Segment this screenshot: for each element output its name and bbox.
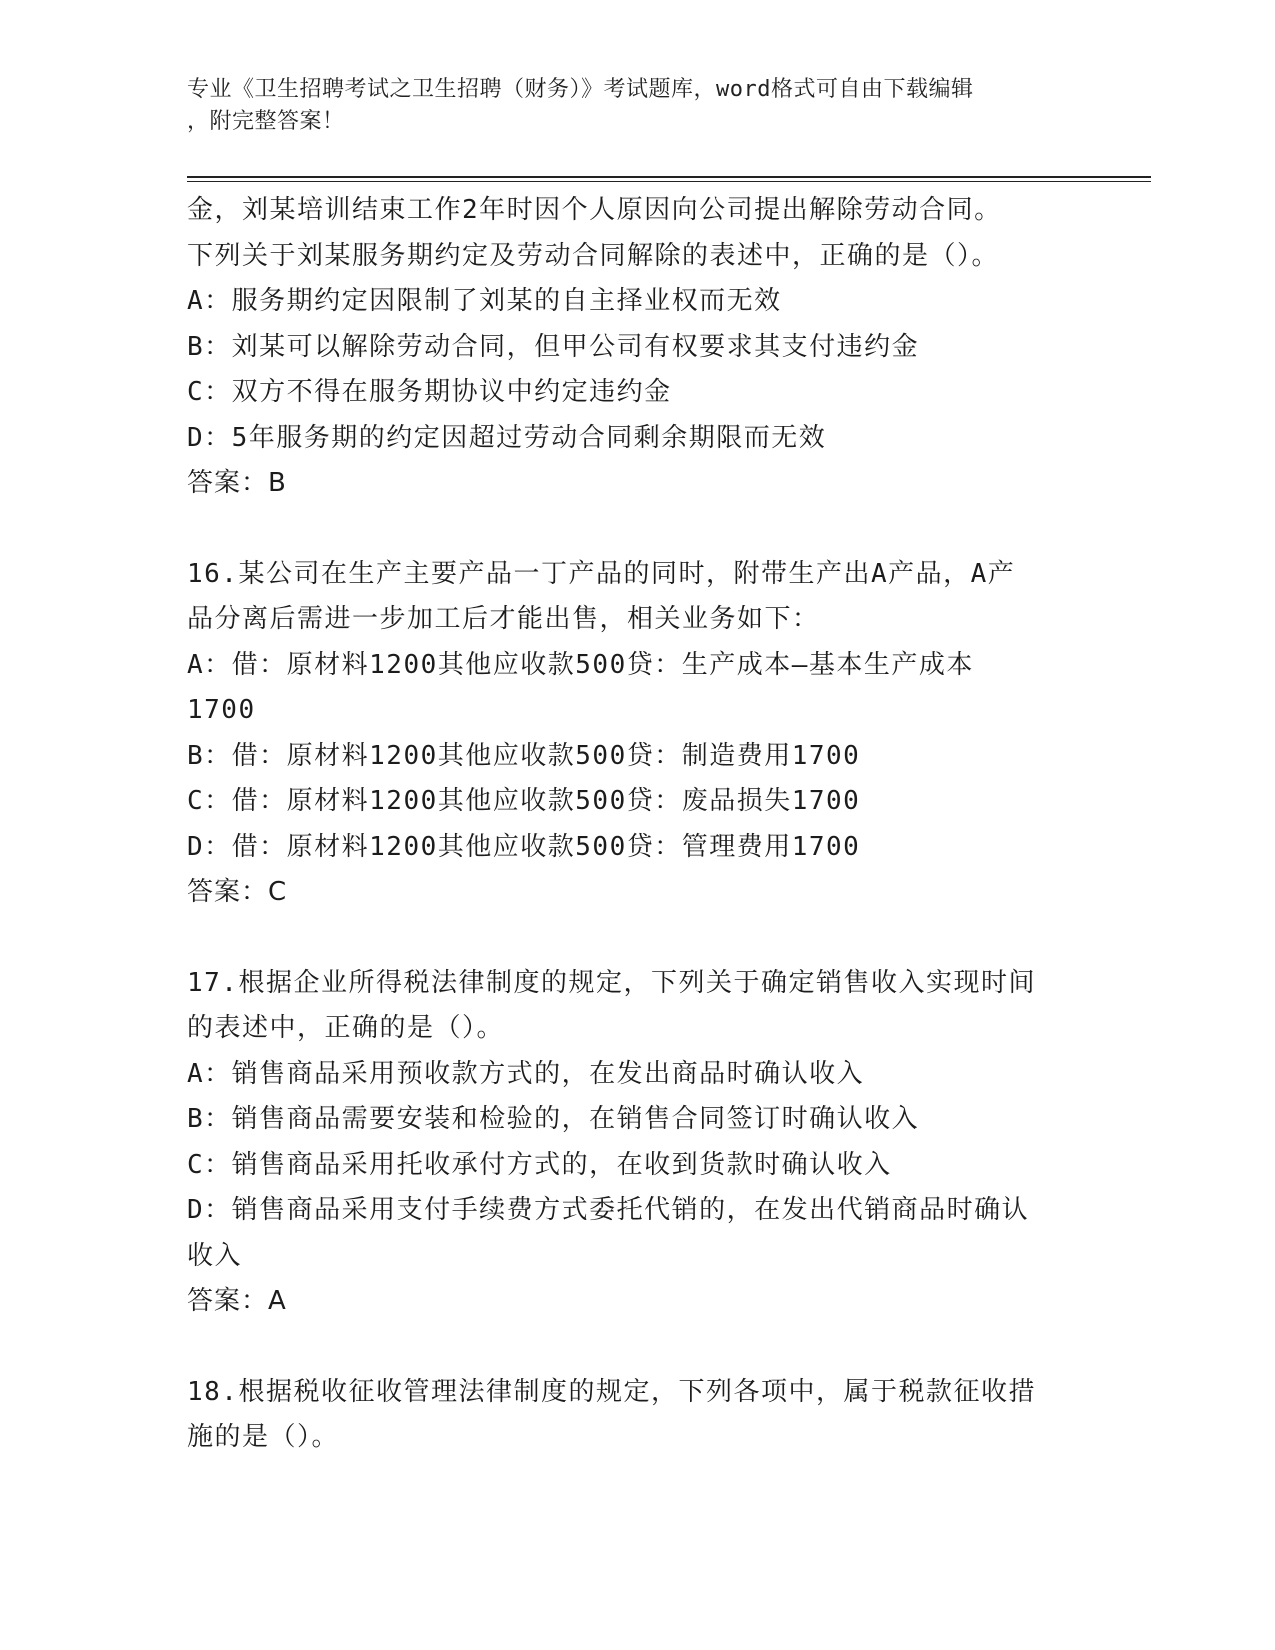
spacer	[187, 507, 1087, 552]
question-content	[187, 188, 1087, 1461]
header-divider	[187, 176, 1151, 182]
option-b: B：借：原材料1200其他应收款500贷：制造费用1700	[187, 740, 861, 771]
question-stem: 17.根据企业所得税法律制度的规定，下列关于确定销售收入实现时间	[187, 967, 1036, 998]
option-d: D：借：原材料1200其他应收款500贷：管理费用1700	[187, 831, 861, 862]
question-stem: 品分离后需进一步加工后才能出售，相关业务如下：	[187, 604, 820, 634]
option-a-continued: 1700	[187, 695, 256, 725]
question-18	[187, 1370, 1087, 1461]
spacer	[187, 1325, 1087, 1370]
option-a: A：服务期约定因限制了刘某的自主择业权而无效	[187, 286, 782, 316]
answer-line: 答案：B	[187, 468, 287, 498]
option-c: C：销售商品采用托收承付方式的，在收到货款时确认收入	[187, 1149, 892, 1180]
header-title-line2: ，附完整答案！	[187, 109, 345, 134]
spacer	[187, 916, 1087, 961]
question-16	[187, 552, 1087, 916]
question-stem: 的表述中，正确的是（）。	[187, 1013, 505, 1043]
option-d: D：销售商品采用支付手续费方式委托代销的，在发出代销商品时确认	[187, 1195, 1030, 1225]
question-stem: 18.根据税收征收管理法律制度的规定，下列各项中，属于税款征收措	[187, 1376, 1036, 1407]
option-a: A：销售商品采用预收款方式的，在发出商品时确认收入	[187, 1058, 865, 1089]
header-title-line1: 专业《卫生招聘考试之卫生招聘（财务）》考试题库，word格式可自由下载编辑	[187, 77, 974, 102]
document-header	[187, 74, 1067, 138]
question-stem: 16.某公司在生产主要产品一丁产品的同时，附带生产出A产品，A产	[187, 558, 1016, 589]
option-d-continued: 收入	[187, 1240, 243, 1271]
question-17	[187, 961, 1087, 1325]
question-stem: 下列关于刘某服务期约定及劳动合同解除的表述中，正确的是（）。	[187, 240, 1000, 271]
option-d: D：5年服务期的约定因超过劳动合同剩余期限而无效	[187, 422, 827, 453]
option-c: C：双方不得在服务期协议中约定违约金	[187, 377, 672, 407]
answer-line: 答案：A	[187, 1286, 287, 1316]
question-stem: 施的是（）。	[187, 1422, 340, 1452]
answer-line: 答案：C	[187, 877, 288, 907]
question-stem: 金，刘某培训结束工作2年时因个人原因向公司提出解除劳动合同。	[187, 195, 1002, 225]
option-c: C：借：原材料1200其他应收款500贷：废品损失1700	[187, 786, 861, 816]
option-b: B：刘某可以解除劳动合同，但甲公司有权要求其支付违约金	[187, 331, 920, 362]
question-15	[187, 188, 1087, 507]
option-a: A：借：原材料1200其他应收款500贷：生产成本—基本生产成本	[187, 649, 974, 680]
option-b: B：销售商品需要安装和检验的，在销售合同签订时确认收入	[187, 1104, 920, 1134]
